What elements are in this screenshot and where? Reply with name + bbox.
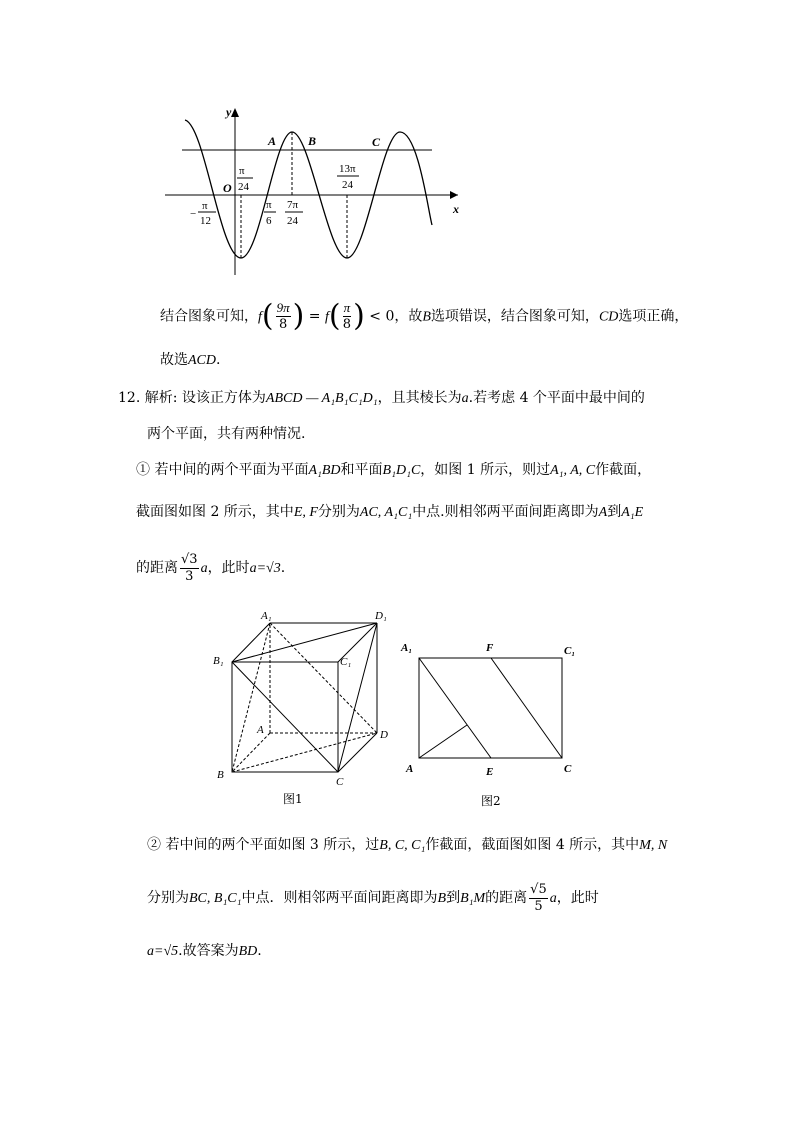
x-axis-label: x <box>453 202 459 216</box>
answer-bd: BD <box>238 944 258 959</box>
text: ，此时 <box>207 560 250 576</box>
text: 中点．则相邻两平面间距离即为 <box>241 890 438 906</box>
svg-text:π: π <box>266 199 272 211</box>
figure-2-section <box>398 635 588 810</box>
text: 分别为 <box>317 504 360 520</box>
points-a1-a-c: A₁, A, C <box>550 463 596 478</box>
label-c: C <box>564 763 572 775</box>
period: . <box>280 560 286 576</box>
label-c1: C₁ <box>564 645 576 657</box>
text: 作截面， <box>595 462 652 478</box>
label-c: C <box>336 776 344 788</box>
frac-sqrt5-5: $\frac{√5}{5}$ <box>530 881 547 914</box>
segment-f-c <box>491 658 562 758</box>
option-b: B <box>422 309 431 325</box>
figure-2-caption: 图2 <box>481 794 501 808</box>
x-axis-arrow <box>450 191 458 199</box>
plane-b1d1c: B₁D₁C <box>382 463 421 478</box>
text: 选项错误，结合图象可知， <box>430 308 599 325</box>
question-number: 12. <box>118 390 141 406</box>
edge-a-b <box>232 733 270 772</box>
plane-a1bd: A₁BD <box>308 463 341 478</box>
segments-bc-b1c1: BC, B₁C₁ <box>189 891 242 906</box>
tick-pi-6 <box>264 199 276 227</box>
text: 截面图如图 2 所示，其中 <box>136 504 294 520</box>
perpendicular-from-a <box>419 725 467 758</box>
label-a: A <box>406 763 414 775</box>
tick-13pi-24 <box>337 163 359 191</box>
svg-text:−: − <box>190 208 197 220</box>
segments-ac-a1c1: AC, A₁C₁ <box>359 505 413 520</box>
text: .若考虑 4 个平面中最中间的 <box>468 390 645 406</box>
edge-a: a <box>549 891 557 906</box>
paren-open: ( <box>328 298 341 334</box>
label-c1: C₁ <box>340 656 352 668</box>
case1-line-3 <box>136 548 285 589</box>
option-cd: CD <box>598 309 619 325</box>
segment-b1m: B₁M <box>460 891 486 906</box>
result-sqrt3: a=√3 <box>249 561 281 576</box>
y-axis-arrow <box>231 108 239 117</box>
text: 的距离 <box>136 560 178 576</box>
text: 解析: 设该正方体为 <box>144 390 266 406</box>
figure-1-caption: 图1 <box>283 792 303 806</box>
figure-1-cube <box>205 605 395 810</box>
conclusion-line-1 <box>160 300 688 333</box>
text: 两个平面，共有两种情况. <box>147 426 306 442</box>
case2-line-3 <box>147 941 262 962</box>
text: 作截面，截面图如图 4 所示，其中 <box>425 837 640 853</box>
point-label-c: C <box>372 135 381 149</box>
frac-9pi-8: $\frac{9\pi}{8}$ <box>276 300 290 332</box>
text: 选项正确， <box>618 308 689 325</box>
case1-line-2 <box>136 502 643 523</box>
text: 到 <box>446 890 461 906</box>
text: 分别为 <box>147 890 189 906</box>
origin-label: O <box>223 181 232 195</box>
svg-text:7π: 7π <box>287 199 299 211</box>
edge-a: a <box>461 391 469 406</box>
label-a: A <box>257 724 264 736</box>
q12-line-1 <box>118 388 645 409</box>
text: 中点.则相邻两平面间距离即为 <box>412 504 599 520</box>
case1-line-1 <box>136 460 651 481</box>
label-b1: B₁ <box>213 655 224 667</box>
text: 的距离 <box>485 890 528 906</box>
diag-d1-c <box>338 623 377 772</box>
text: ② 若中间的两个平面如图 3 所示，过 <box>147 837 380 853</box>
point-b: B <box>437 891 447 906</box>
cube-name: ABCD — A₁B₁C₁D₁ <box>265 391 378 406</box>
text: ，故 <box>394 308 423 325</box>
segment-a1-e <box>419 658 491 758</box>
paren-close: ) <box>353 298 365 334</box>
points-b-c-c1: B, C, C₁ <box>379 838 426 853</box>
result-sqrt5: a=√5 <box>147 944 179 959</box>
segment-a1e: A₁E <box>621 505 644 520</box>
text: ，且其棱长为 <box>377 390 462 406</box>
paren-close: ) <box>292 298 305 334</box>
label-a1: A₁ <box>261 610 272 622</box>
diag-a1-b <box>232 623 270 772</box>
label-d1: D₁ <box>375 610 387 622</box>
text: .故答案为 <box>178 943 239 959</box>
q12-line-2 <box>147 424 305 444</box>
svg-text:24: 24 <box>342 179 353 191</box>
svg-text:12: 12 <box>200 215 211 227</box>
points-e-f: E, F <box>293 505 318 520</box>
text: 故选 <box>160 352 188 368</box>
point-label-b: B <box>308 134 317 148</box>
case2-line-2 <box>147 878 599 919</box>
edge-a: a <box>200 561 208 576</box>
point-a: A <box>598 505 608 520</box>
frac-sqrt3-3: $\frac{√3}{3}$ <box>181 551 198 584</box>
text: ，如图 1 所示，则过 <box>420 462 551 478</box>
label-d: D <box>380 729 388 741</box>
tick-pi-24 <box>237 165 253 193</box>
svg-text:π: π <box>202 200 208 212</box>
text: 结合图象可知， <box>160 308 258 325</box>
tick-7pi-24 <box>285 199 303 227</box>
frac-pi-8: $\frac{\pi}{8}$ <box>342 300 351 332</box>
paren-open: ( <box>261 298 274 334</box>
less-than-zero: < 0 <box>364 308 395 325</box>
label-a1: A₁ <box>401 642 413 654</box>
label-b: B <box>217 769 224 781</box>
case2-line-1 <box>147 835 667 856</box>
diag-b1-d1 <box>232 623 377 662</box>
equals: = <box>304 308 325 325</box>
point-label-a: A <box>268 134 277 148</box>
label-f: F <box>486 642 494 654</box>
text: 和平面 <box>340 462 383 478</box>
edge-b1-a1 <box>232 623 270 662</box>
svg-text:24: 24 <box>238 181 249 193</box>
text: 到 <box>607 504 622 520</box>
conclusion-line-2 <box>160 350 220 371</box>
tick-neg-pi-12 <box>190 200 216 227</box>
period: . <box>257 943 262 959</box>
period: . <box>216 352 221 368</box>
text: ，此时 <box>556 890 599 906</box>
points-m-n: M, N <box>639 838 668 853</box>
label-e: E <box>486 766 494 778</box>
answer-acd: ACD <box>188 353 216 368</box>
text: ① 若中间的两个平面为平面 <box>136 462 309 478</box>
func-f: f <box>258 309 262 325</box>
sine-graph <box>160 100 470 280</box>
svg-text:6: 6 <box>266 215 272 227</box>
func-f: f <box>324 309 329 325</box>
edge-c-d <box>338 733 377 772</box>
y-axis-label: y <box>226 105 232 119</box>
svg-text:13π: 13π <box>339 163 356 175</box>
diag-b-d <box>232 733 377 772</box>
svg-text:π: π <box>239 165 245 177</box>
svg-text:24: 24 <box>287 215 298 227</box>
